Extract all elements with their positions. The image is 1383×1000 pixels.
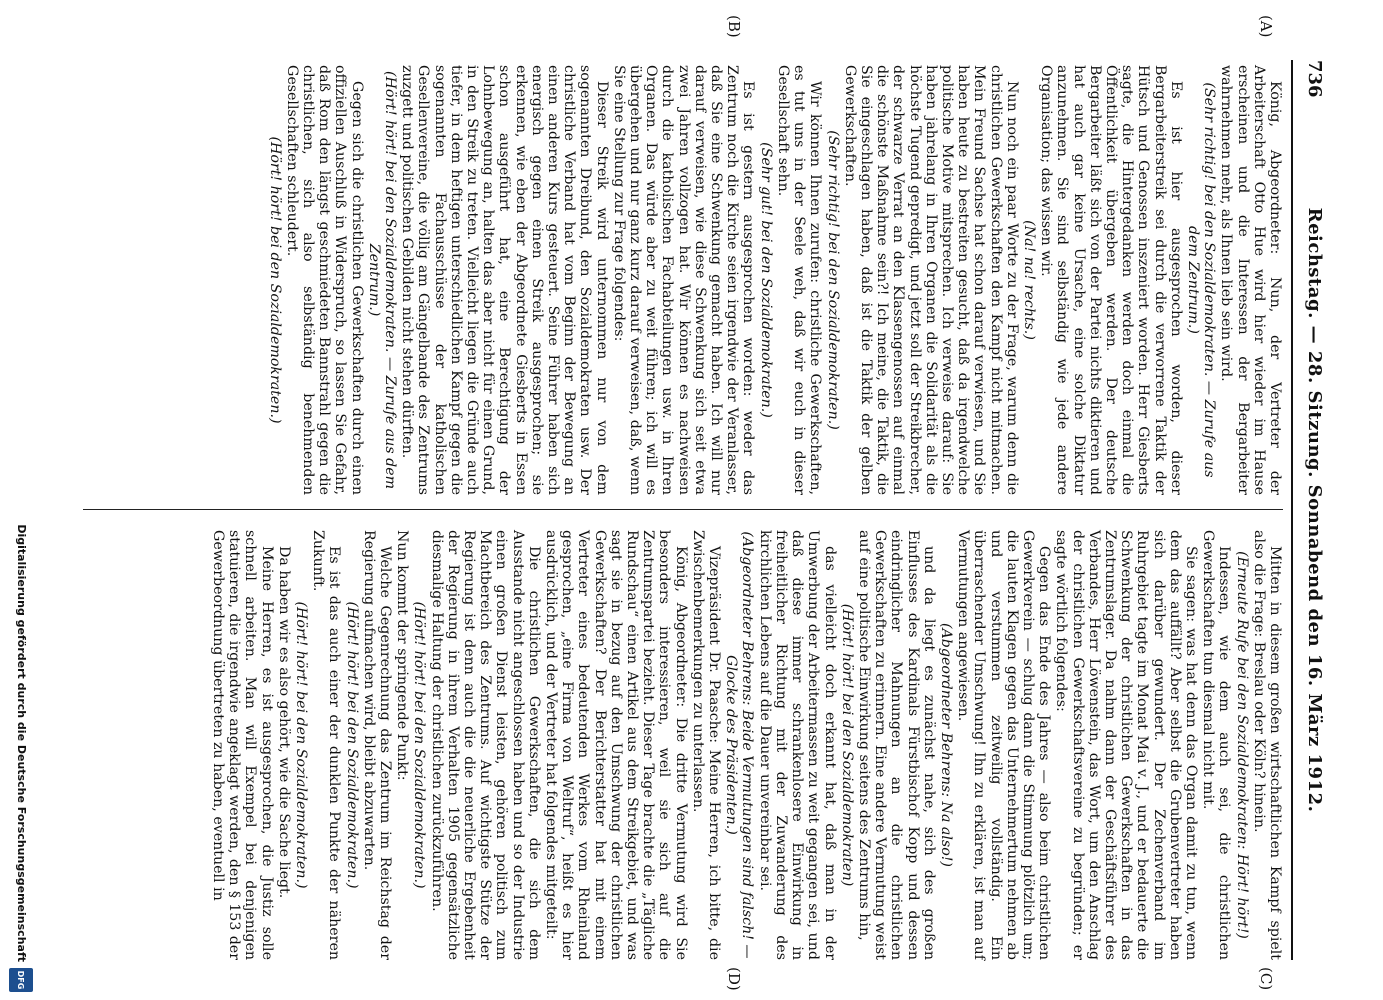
margin-marker-b: (B) <box>725 15 743 38</box>
interjection: (Erneute Rufe bei den Sozialdemokraten: Hört! hört!) <box>1233 551 1250 939</box>
paragraph: Vizepräsident Dr. Paasche: Meine Herren, ich bitte, die Zwischenbemerkungen zu unterlassen. <box>689 530 723 960</box>
paragraph: Es ist hier ausgesprochen worden, dieser Bergarbeiterstreik sei durch die verworrene Taktik der Hütsch und Genossen inszeniert worden. Herr Giesberts sagte, die Hintergedanken werden doch einmal die Öffentlichkeit übergeben werden. Der deutsche Bergarbeiter läßt sich von der Partei nichts diktieren und hat auch gar keine Ursache, eine solche Diktatur anzunehmen. Sie sind selbständig wie jede andere Organisation; das wissen wir. <box>1038 65 1184 495</box>
quotation: das vielleicht doch erkannt hat, daß man in der Umwerbung der Arbeitermassen zu weit gegangen sei, und daß diese immer schrankenlosere Einwirkung in freiheitlicher Richtung mit der Zuwanderung des kirchlichen Lebens auf die Dauer unvereinbar sei. <box>756 530 838 960</box>
paragraph: Sie sagen: was hat denn das Organ damit zu tun, wenn dem das auffällt? Aber selbst die Grubenvertreter haben sich darüber gewundert. Der Zechenverband im Ruhrgebiet tagte im Monat Mai v. J., und er bedauerte die Schwenkung der christlichen Gewerkschaften in das Zentrumslager. Da nahm dann der Geschäftsführer des Verbandes, Herr Löwenstein, das Wort, um den Anschlag der christlichen Gewerkschaftsvereine zu begründen; er sagte wörtlich folgendes: <box>1053 530 1199 960</box>
interjection: (Hört! hört! bei den Sozialdemokraten.) <box>411 601 428 889</box>
paragraph: König, Abgeordneter: Nun, der Vertreter der Arbeiterschaft Otto Hue wird hier wieder im Hause erscheinen und die Interessen der Bergarbeiter wahrnehmen mehr, als Ihnen lieb sein wird. <box>1218 65 1283 495</box>
interjection: (Sehr richtig! bei den Sozialdemokraten.) <box>824 130 841 430</box>
interjection: (Abgeordneter Behrens: Beide Vermutungen sind falsch! — Glocke des Präsidenten.) <box>723 531 756 959</box>
dfg-logo: DFG <box>9 968 33 992</box>
page-header <box>1297 60 1333 960</box>
paragraph: König, Abgeordneter: Die dritte Vermutung wird Sie besonders interessieren, weil sie sich auf die Zentrumspartei bezieht. Dieser Tage brachte die „Tägliche Rundschau“ einen Artikel aus dem Streikgebiet, und was sagt sie in bezug auf den Umschwung der christlichen Gewerkschaften? Der Berichterstatter hat mit einem Vertreter eines bedeutenden Werkes vom Rheinland gesprochen, „eine Firma von Weltruf“, heißt es hier ausdrücklich, und der Vertreter hat folgendes mitgeteilt: <box>543 530 689 960</box>
paragraph: Gegen sich die christlichen Gewerkschaften durch einen offiziellen Auschluß in Widerspruch, so lassen Sie Gefahr, daß Rom den längst geschmiedeten Bannstrahl gegen die christlichen, sich also selbständig benehmenden Gesellschaften schleudert. <box>283 65 365 495</box>
digitization-footer <box>15 0 28 1000</box>
interjection: (Hört! hört! bei den Sozialdemokraten.) <box>343 601 360 889</box>
page-title: Reichstag. — 28. Sitzung. Sonnabend den 16. März 1912. <box>1304 207 1325 813</box>
quotation: Die christlichen Gewerkschaften, die sich dem Ausstande nicht angeschlossen haben und so der Industrie einen großen Dienst leisten, gehören politisch zum Machtbereich des Zentrums. Auf wichtigste Stütze der Regierung ist denn auch die die neuerliche Ergebenheit der Regierung in ihrem Verhalten 1905 gegensätzliche diesmalige Haltung der christlichen zurückzuführen. <box>428 530 542 960</box>
paragraph: Nun kommt der springende Punkt: <box>394 530 411 781</box>
header-rule <box>1291 60 1293 960</box>
margin-marker-d: (D) <box>725 967 743 991</box>
paragraph: Indessen, wie dem auch sei, die christlichen Gewerkschaften tun diesmal nicht mit. <box>1200 530 1233 960</box>
interjection: (Hört! hört! bei den Sozialdemokraten.) <box>293 601 310 889</box>
interjection: (Sehr richtig! bei den Sozialdemokraten. — Zurufe aus dem Zentrum.) <box>1184 82 1218 478</box>
quotation: Dieser Streik wird unternommen nur von dem sogenannten Dreibund, den Sozialdemokraten usw. Der christliche Verband hat vom Beginn der Bewegung an einen anderen Kurs gesteuert. Seine Führer haben sich energisch gegen einen Streik ausgesprochen; sie erkennen, wie eben der Abgeordnete Giesberts in Essen schon ausgeführt hat, eine Berechtigung der Lohnbewegung an, halten das aber nicht für einen Grund, in den Streik zu treten. Vielleicht liegen die Gründe auch tiefer, in dem heftigen unterschiedlichen Kampf gegen die sogenannten Fachausschüsse der katholischen Gesellenvereine, die völlig am Gängelbande des Zentrums zuzgett und politischen Gebilden nicht stehen dürften. <box>399 65 610 495</box>
interjection: (Hört! hört! bei den Sozialdemokraten. — Zurufe aus dem Zentrum.) <box>365 70 399 490</box>
left-column <box>265 65 1283 495</box>
quotation: Welche Gegenrechnung das Zentrum im Reichstag der Regierung aufmachen wird, bleibt abzuwarten. <box>360 530 394 960</box>
column-divider <box>83 509 1283 510</box>
paragraph: Es ist gestern ausgesprochen worden: weder das Zentrum noch die Kirche seien irgendwie der Veranlasser, daß Sie eine Schwenkung gemacht haben. Ich will nur darauf verweisen, wie diese Schwenkung sich seit etwa zwei Jahren vollzogen hat. Wir können es nachweisen durch die katholischen Fachabteilungen usw. in Ihren Organen. Das würde aber zu weit führen; ich will es übergehen und nur ganz kurz darauf verweisen, daß, wenn Sie eine Stellung zur Frage folgendes: <box>610 65 757 495</box>
interjection: (Sehr gut! bei den Sozialdemokraten.) <box>757 142 774 418</box>
paragraph: Wir können Ihnen zurufen: christliche Gewerkschaften, es tut uns in der Seele weh, daß wir euch in dieser Gesellschaft sehn. <box>774 65 824 495</box>
digitization-note: Digitalisierung gefördert durch die Deutsche Forschungsgemeinschaft <box>15 524 28 962</box>
margin-marker-c: (C) <box>1257 967 1275 991</box>
paragraph: Meine Herren, es ist ausgesprochen, die Justiz solle schnell arbeiten. Man will Exempel bei denjenigen statuieren, die irgendwie angeklagt werden, den § 153 der Gewerbeordnung übertreten zu haben, eventuell in <box>210 530 275 960</box>
quotation: und da liegt es zunächst nahe, sich des großen Einflusses des Kardinals Fürstbischof Kopp und dessen eindringlicher Mahnungen an die christlichen Gewerkschaften zu erinnern. Eine andere Vermutung weist auf eine politische Einwirkung seitens des Zentrums hin, <box>855 530 937 960</box>
quotation: Es ist das auch einer der dunklen Punkte der näheren Zukunft. <box>310 530 343 960</box>
paragraph: Da haben wir es also gehört, wie die Sache liegt. <box>275 546 292 899</box>
right-column <box>209 530 1283 960</box>
interjection: (Abgeordneter Behrens: Na also!) <box>937 623 954 867</box>
paragraph: Nun noch ein paar Worte zu der Frage, warum denn die christlichen Gewerkschaften den Kampf nicht mitmachen. Mein Freund Sachse hat schon darauf verwiesen, und Sie haben heute zu bestreiten gesucht, daß da irgendwelche politische Motive mitsprechen. Ich verweise darauf: Sie haben jahrelang in Ihren Organen die Solidarität als die höchste Tugend gepredigt, und jetzt soll der Streikbrecher, der schwarze Verrat an den Klassengenossen auf einmal die schönste Maßnahme sein?! Ich meine, die Taktik, die Sie eingeschlagen haben, daß ist die Taktik der gelben Gewerkschaften. <box>841 65 1020 495</box>
page-number: 736 <box>1304 60 1325 98</box>
quotation: Gegen das Ende des Jahres — also beim christlichen Gewerkverein — schlug dann die Stimmung plötzlich um; die lauten Klagen gegen das Unternehmertum nehmen ab und verstummen zeitweilig vollständig. Ein überraschender Umschwung! Ihn zu erklären, ist man auf Vermutungen angewiesen. <box>955 530 1053 960</box>
paragraph: Mitten in diesem großen wirtschaftlichen Kampf spielt also die Frage: Breslau oder Köln? hinein. <box>1250 530 1283 960</box>
interjection: (Hört! hört! bei den Sozialdemokraten) <box>838 603 855 887</box>
interjection: (Na! na! rechts.) <box>1020 220 1037 340</box>
interjection: (Hört! hört! bei den Sozialdemokraten.) <box>266 136 283 424</box>
margin-marker-a: (A) <box>1257 15 1275 38</box>
